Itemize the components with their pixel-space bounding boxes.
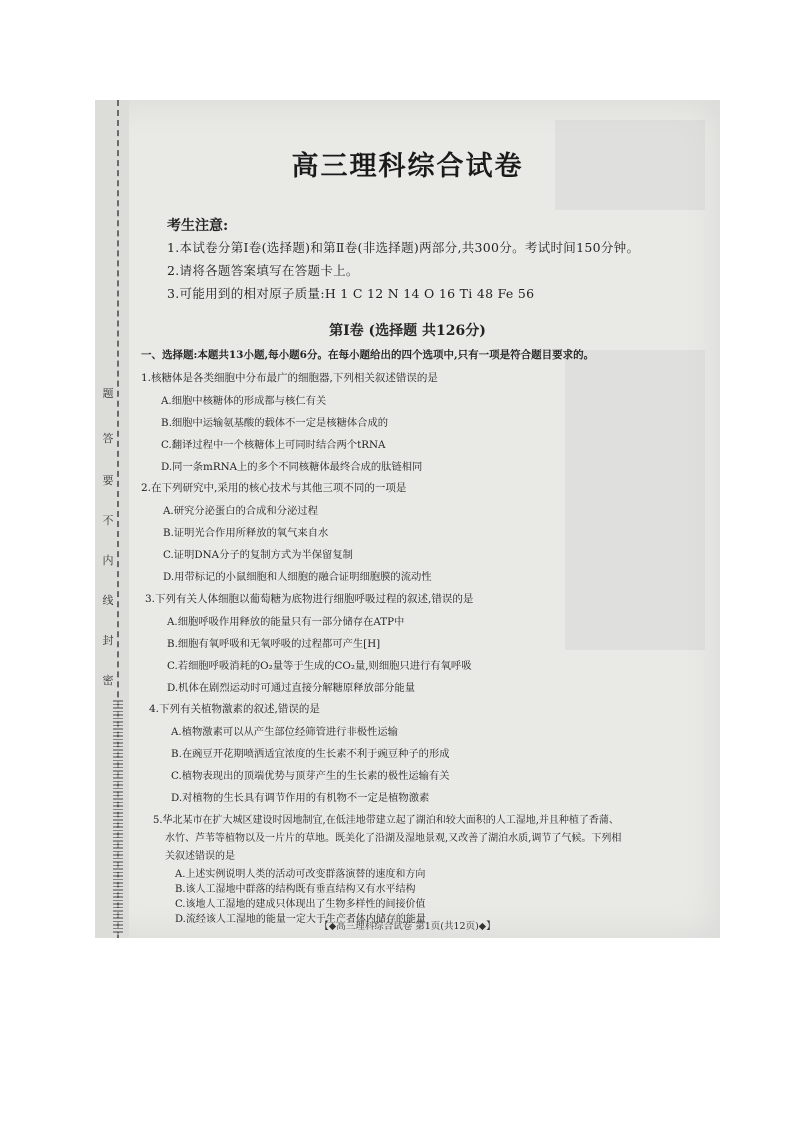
question-option: C.证明DNA分子的复制方式为半保留复制 bbox=[163, 549, 353, 561]
question-option: D.用带标记的小鼠细胞和人细胞的融合证明细胞膜的流动性 bbox=[163, 571, 432, 583]
exam-sheet bbox=[95, 100, 720, 938]
question-option: C.若细胞呼吸消耗的O₂量等于生成的CO₂量,则细胞只进行有氧呼吸 bbox=[167, 660, 472, 672]
binding-label: 封 bbox=[102, 634, 114, 647]
question-option: A.研究分泌蛋白的合成和分泌过程 bbox=[163, 505, 318, 517]
exam-title: 高三理科综合试卷 bbox=[291, 151, 524, 182]
question-option: A.细胞呼吸作用释放的能量只有一部分储存在ATP中 bbox=[167, 616, 405, 628]
binding-label: 线 bbox=[102, 594, 114, 607]
notice-item: 2.请将各题答案填写在答题卡上。 bbox=[167, 263, 359, 278]
binding-label: 内 bbox=[102, 554, 114, 567]
question-stem: 4.下列有关植物激素的叙述,错误的是 bbox=[149, 703, 320, 715]
question-option: B.该人工湿地中群落的结构既有垂直结构又有水平结构 bbox=[175, 884, 416, 895]
question-option: B.证明光合作用所释放的氧气来自水 bbox=[163, 527, 329, 539]
question-option: A.植物激素可以从产生部位经筛管进行非极性运输 bbox=[171, 726, 398, 738]
question-option: A.细胞中核糖体的形成都与核仁有关 bbox=[161, 395, 327, 407]
barcode bbox=[113, 700, 123, 935]
question-option: B.在豌豆开花期喷洒适宜浓度的生长素不利于豌豆种子的形成 bbox=[171, 748, 450, 760]
notice-item: 1.本试卷分第Ⅰ卷(选择题)和第Ⅱ卷(非选择题)两部分,共300分。考试时间150分钟。 bbox=[167, 240, 640, 255]
question-option: A.上述实例说明人类的活动可改变群落演替的速度和方向 bbox=[175, 869, 426, 880]
notice-heading: 考生注意: bbox=[167, 218, 229, 234]
question-stem: 2.在下列研究中,采用的核心技术与其他三项不同的一项是 bbox=[141, 482, 407, 494]
question-stem: 关叙述错误的是 bbox=[165, 851, 235, 862]
question-option: C.植物表现出的顶端优势与顶芽产生的生长素的极性运输有关 bbox=[171, 770, 450, 782]
question-option: D.机体在剧烈运动时可通过直接分解糖原释放部分能量 bbox=[167, 682, 415, 694]
question-option: B.细胞有氧呼吸和无氧呼吸的过程都可产生[H] bbox=[167, 638, 381, 650]
binding-label: 要 bbox=[102, 474, 114, 487]
question-option: D.流经该人工湿地的能量一定大于生产者体内储存的能量 bbox=[175, 914, 426, 925]
question-option: C.该地人工湿地的建成只体现出了生物多样性的间接价值 bbox=[175, 899, 426, 910]
question-stem: 5.华北某市在扩大城区建设时因地制宜,在低洼地带建立起了湖泊和较大面积的人工湿地,并且种植了香蒲、 bbox=[153, 815, 619, 826]
section-instructions: 一、选择题:本题共13小题,每小题6分。在每小题给出的四个选项中,只有一项是符合题目要求的。 bbox=[141, 349, 595, 361]
binding-label: 答 bbox=[102, 432, 114, 445]
question-option: C.翻译过程中一个核糖体上可同时结合两个tRNA bbox=[161, 439, 386, 451]
binding-label: 不 bbox=[102, 514, 114, 527]
question-stem: 水竹、芦苇等植物以及一片片的草地。既美化了沿湖及湿地景观,又改善了湖泊水质,调节了气候。下列相 bbox=[165, 833, 622, 844]
question-option: B.细胞中运输氨基酸的载体不一定是核糖体合成的 bbox=[161, 417, 389, 429]
binding-label: 题 bbox=[102, 387, 114, 400]
notice-item: 3.可能用到的相对原子质量:H 1 C 12 N 14 O 16 Ti 48 Fe 56 bbox=[167, 286, 535, 301]
question-stem: 1.核糖体是各类细胞中分布最广的细胞器,下列相关叙述错误的是 bbox=[141, 372, 438, 384]
page-footer: 【◆高三理科综合试卷 第1页(共12页)◆】 bbox=[319, 921, 496, 932]
question-stem: 3.下列有关人体细胞以葡萄糖为底物进行细胞呼吸过程的叙述,错误的是 bbox=[145, 593, 474, 605]
section-title: 第Ⅰ卷 (选择题 共126分) bbox=[329, 323, 486, 339]
question-option: D.同一条mRNA上的多个不同核糖体最终合成的肽链相同 bbox=[161, 461, 423, 473]
question-option: D.对植物的生长具有调节作用的有机物不一定是植物激素 bbox=[171, 792, 430, 804]
binding-label: 密 bbox=[102, 674, 114, 687]
